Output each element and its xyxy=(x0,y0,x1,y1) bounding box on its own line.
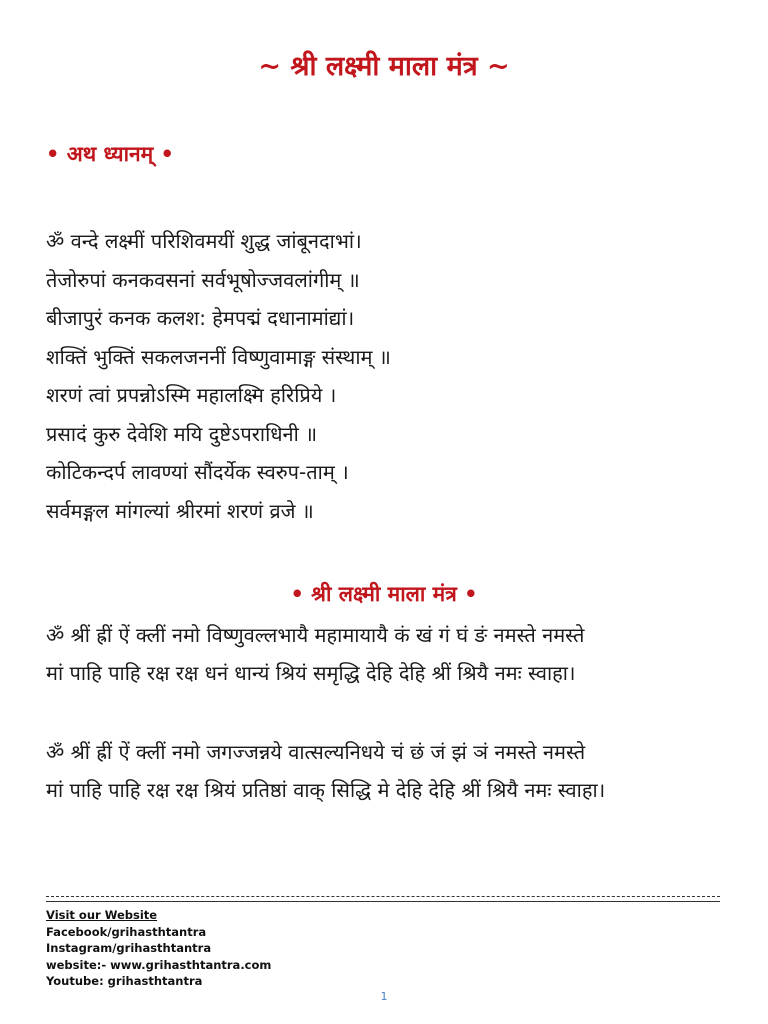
verse-line: बीजापुरं कनक कलश: हेमपद्मं दधानामांद्यां। xyxy=(46,306,355,330)
verse-line: शरणं त्वां प्रपन्नोऽस्मि महालक्ष्मि हरिप्रिये । xyxy=(46,383,337,407)
footer-divider-dashed xyxy=(46,896,720,897)
footer-divider-solid xyxy=(46,901,720,902)
instagram-link[interactable]: Instagram/grihasthtantra xyxy=(46,941,212,955)
verse-line: सर्वमङ्गल मांगल्यां श्रीरमां शरणं व्रजे ॥ xyxy=(46,498,314,523)
page-number: 1 xyxy=(380,990,388,1003)
verse-line: प्रसादं कुरु देवेशि मयि दुष्टेऽपराधिनी ॥ xyxy=(46,421,318,446)
page-title: ~ श्री लक्ष्मी माला मंत्र ~ xyxy=(258,51,510,82)
section-heading-dhyanam: • अथ ध्यानम् • xyxy=(46,142,174,166)
mantra-line: मां पाहि पाहि रक्ष रक्ष श्रियं प्रतिष्ठां वाक् सिद्धि मे देहि देहि श्रीं श्रियै नमः स्वाहा। xyxy=(46,778,606,802)
verse-line: कोटिकन्दर्प लावण्यां सौंदर्येक स्वरुप-ताम् । xyxy=(46,460,349,484)
youtube-link[interactable]: Youtube: grihasthtantra xyxy=(46,974,203,988)
dhyanam-verse xyxy=(46,222,391,530)
mantra-line: मां पाहि पाहि रक्ष रक्ष धनं धान्यं श्रियं समृद्धि देहि देहि श्रीं श्रियै नमः स्वाहा। xyxy=(46,661,576,685)
website-link[interactable]: website:- www.grihasthtantra.com xyxy=(46,957,272,972)
verse-line: ॐ वन्दे लक्ष्मीं परिशिवमयीं शुद्ध जांबूनदाभां। xyxy=(46,229,362,253)
verse-line: शक्तिं भुक्तिं सकलजननीं विष्णुवामाङ्ग संस्थाम् ॥ xyxy=(46,344,391,369)
footer-contact xyxy=(46,907,271,990)
facebook-link[interactable]: Facebook/grihasthtantra xyxy=(46,924,207,939)
visit-website-link[interactable]: Visit our Website xyxy=(46,908,158,922)
mantra-block-2 xyxy=(46,733,726,809)
mantra-block-1 xyxy=(46,616,726,692)
mantra-line: ॐ श्रीं ह्रीं ऐं क्लीं नमो विष्णुवल्लभायै महामायायै कं खं गं घं ङं नमस्ते नमस्ते xyxy=(46,623,585,647)
mantra-line: ॐ श्रीं ह्रीं ऐं क्लीं नमो जगज्जन्नये वात्सल्यनिधये चं छं जं झं ञं नमस्ते नमस्ते xyxy=(46,740,586,764)
section-heading-mala-mantra: • श्री लक्ष्मी माला मंत्र • xyxy=(290,582,478,606)
verse-line: तेजोरुपां कनकवसनां सर्वभूषोज्जवलांगीम् ॥ xyxy=(46,267,360,292)
